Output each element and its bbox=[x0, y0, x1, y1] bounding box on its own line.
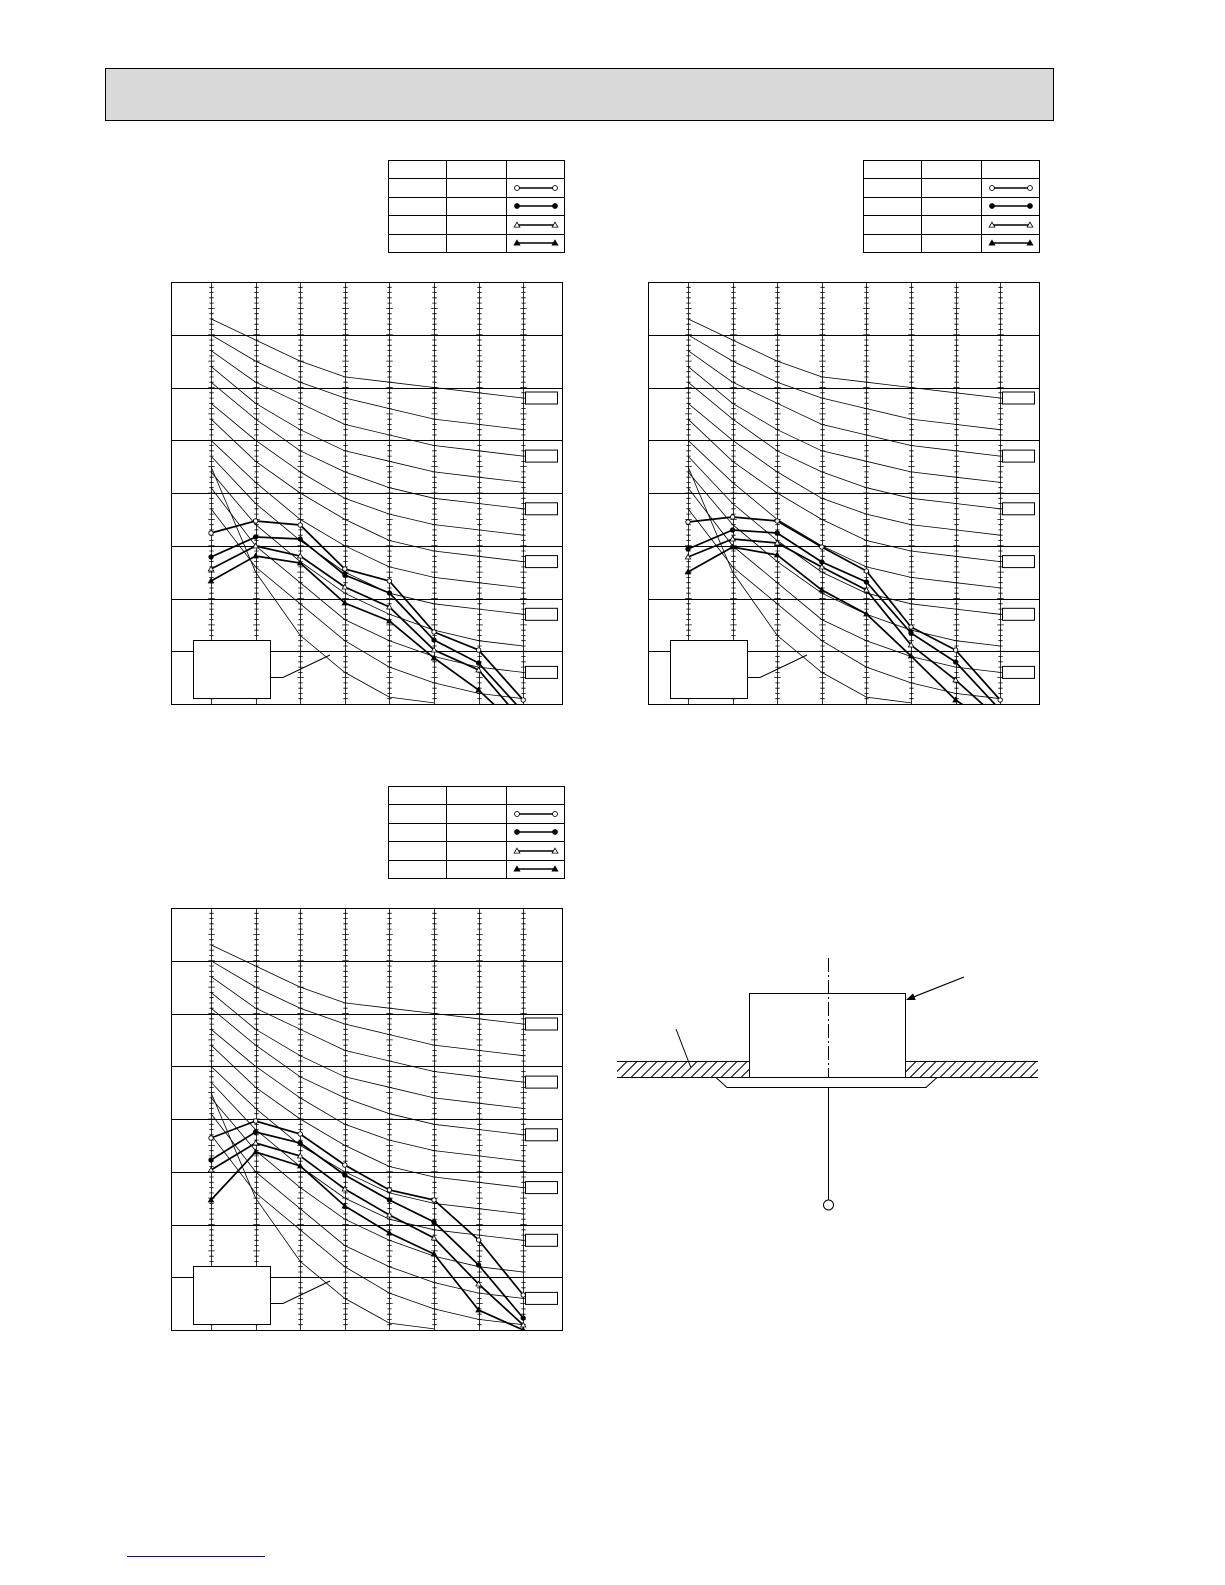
filled-circle-marker bbox=[686, 547, 690, 551]
filled-circle-line-icon bbox=[508, 824, 564, 840]
curve-label-box bbox=[526, 666, 558, 678]
legend-symbol-cell bbox=[982, 197, 1040, 215]
filled-circle-marker bbox=[820, 560, 824, 564]
filled-circle-marker bbox=[476, 661, 480, 665]
open-circle-marker bbox=[253, 519, 257, 523]
legend-row bbox=[389, 179, 565, 197]
filled-circle-marker bbox=[864, 580, 868, 584]
legend-cell bbox=[864, 234, 922, 252]
legend-cell bbox=[389, 805, 447, 823]
legend-row bbox=[389, 805, 565, 823]
legend-row bbox=[864, 197, 1040, 215]
legend-cell bbox=[447, 234, 507, 252]
open-circle-marker bbox=[476, 648, 480, 652]
curve-label-box bbox=[1003, 608, 1035, 620]
filled-circle-marker bbox=[514, 204, 519, 209]
arrow-icon bbox=[906, 993, 916, 1000]
legend-row bbox=[389, 842, 565, 860]
filled-circle-marker bbox=[387, 1198, 391, 1202]
open-circle-marker bbox=[209, 1136, 213, 1140]
reference-curve bbox=[211, 945, 523, 1024]
curve-label-box bbox=[526, 392, 558, 404]
measurement-setup-diagram bbox=[600, 950, 1050, 1220]
open-circle-line-icon bbox=[508, 180, 564, 196]
curve-label-box bbox=[526, 503, 558, 515]
filled-circle-marker bbox=[909, 631, 913, 635]
open-circle-marker bbox=[552, 186, 557, 191]
filled-circle-line-icon bbox=[983, 198, 1039, 214]
legend-cell bbox=[389, 197, 447, 215]
open-circle-marker bbox=[209, 531, 213, 535]
reference-curve bbox=[688, 319, 1000, 398]
legend-header-row bbox=[864, 161, 1040, 179]
note-box bbox=[194, 641, 271, 699]
curve-label-box bbox=[526, 608, 558, 620]
open-triangle-line-icon bbox=[508, 217, 564, 233]
open-circle-marker bbox=[864, 569, 868, 573]
filled-triangle-line-icon bbox=[508, 235, 564, 251]
curve-label-box bbox=[526, 1292, 558, 1304]
legend-cell bbox=[389, 787, 447, 805]
curve-label-box bbox=[526, 1129, 558, 1141]
section-header-bar bbox=[105, 68, 1054, 121]
open-circle-marker bbox=[909, 625, 913, 629]
legend-symbol-cell bbox=[507, 234, 565, 252]
filled-triangle-line-icon bbox=[508, 861, 564, 877]
legend-cell bbox=[389, 842, 447, 860]
legend-cell bbox=[447, 197, 507, 215]
footer-link[interactable] bbox=[127, 1556, 265, 1557]
legend-symbol-cell bbox=[507, 860, 565, 878]
legend-row bbox=[389, 823, 565, 841]
legend-row bbox=[864, 234, 1040, 252]
open-circle-marker bbox=[432, 1198, 436, 1202]
legend-row bbox=[389, 216, 565, 234]
noise-criterion-chart bbox=[171, 908, 565, 1334]
legend-header-row bbox=[389, 161, 565, 179]
legend-cell bbox=[389, 216, 447, 234]
legend-grid bbox=[863, 160, 1040, 253]
ceiling-hatch-right bbox=[890, 1062, 1046, 1078]
filled-circle-marker bbox=[552, 204, 557, 209]
open-circle-marker bbox=[552, 812, 557, 817]
legend-cell bbox=[447, 805, 507, 823]
open-circle-marker bbox=[686, 520, 690, 524]
open-circle-marker bbox=[730, 515, 734, 519]
legend-row bbox=[389, 234, 565, 252]
filled-circle-marker bbox=[298, 1141, 302, 1145]
indoor-unit bbox=[750, 994, 906, 1078]
open-circle-marker bbox=[253, 1119, 257, 1123]
legend-cell bbox=[447, 823, 507, 841]
curve-label-box bbox=[526, 1018, 558, 1030]
legend-row bbox=[389, 197, 565, 215]
reference-curve bbox=[211, 1029, 523, 1161]
open-circle-marker bbox=[998, 698, 1002, 702]
legend-row bbox=[864, 179, 1040, 197]
noise-criterion-chart bbox=[648, 282, 1042, 708]
filled-circle-marker bbox=[1027, 204, 1032, 209]
open-circle-marker bbox=[343, 1163, 347, 1167]
legend-cell bbox=[447, 216, 507, 234]
open-circle-marker bbox=[514, 186, 519, 191]
filled-circle-marker bbox=[253, 1130, 257, 1134]
open-circle-line-icon bbox=[983, 180, 1039, 196]
open-circle-marker bbox=[989, 186, 994, 191]
filled-circle-marker bbox=[730, 528, 734, 532]
legend-table bbox=[388, 160, 564, 253]
open-circle-marker bbox=[298, 523, 302, 527]
legend-row bbox=[389, 860, 565, 878]
legend-symbol-cell bbox=[507, 805, 565, 823]
curve-label-box bbox=[526, 1234, 558, 1246]
legend-cell bbox=[864, 161, 922, 179]
filled-circle-marker bbox=[476, 1263, 480, 1267]
filled-circle-marker bbox=[253, 535, 257, 539]
curve-label-box bbox=[526, 1076, 558, 1088]
legend-symbol-cell bbox=[507, 197, 565, 215]
open-circle-marker bbox=[387, 579, 391, 583]
legend-symbol-cell bbox=[982, 234, 1040, 252]
reference-curve bbox=[688, 403, 1000, 535]
note-box bbox=[194, 1267, 271, 1325]
legend-cell bbox=[922, 216, 982, 234]
legend-cell bbox=[447, 161, 507, 179]
legend-grid bbox=[388, 786, 565, 879]
filled-circle-marker bbox=[209, 555, 213, 559]
legend-cell bbox=[982, 161, 1040, 179]
legend-symbol-cell bbox=[507, 216, 565, 234]
open-circle-marker bbox=[476, 1238, 480, 1242]
legend-table bbox=[863, 160, 1039, 253]
filled-circle-marker bbox=[432, 638, 436, 642]
open-circle-line-icon bbox=[508, 806, 564, 822]
curve-label-box bbox=[1003, 392, 1035, 404]
curve-label-box bbox=[1003, 666, 1035, 678]
filled-triangle-line-icon bbox=[983, 235, 1039, 251]
open-triangle-line-icon bbox=[983, 217, 1039, 233]
open-circle-marker bbox=[432, 630, 436, 634]
curve-label-box bbox=[526, 1182, 558, 1194]
curve-label-box bbox=[1003, 556, 1035, 568]
filled-circle-marker bbox=[343, 573, 347, 577]
legend-cell bbox=[389, 823, 447, 841]
open-circle-marker bbox=[820, 545, 824, 549]
legend-cell bbox=[864, 216, 922, 234]
reference-curve bbox=[211, 403, 523, 535]
legend-cell bbox=[922, 197, 982, 215]
filled-circle-marker bbox=[953, 660, 957, 664]
unit-pointer-line bbox=[912, 977, 964, 998]
open-circle-marker bbox=[298, 1132, 302, 1136]
legend-cell bbox=[922, 161, 982, 179]
curve-label-box bbox=[526, 450, 558, 462]
legend-row bbox=[864, 216, 1040, 234]
ceiling-hatch-left bbox=[601, 1062, 757, 1078]
open-circle-marker bbox=[953, 648, 957, 652]
legend-grid bbox=[388, 160, 565, 253]
legend-symbol-cell bbox=[982, 216, 1040, 234]
open-circle-marker bbox=[521, 1293, 525, 1297]
open-circle-marker bbox=[521, 698, 525, 702]
legend-cell bbox=[447, 842, 507, 860]
grille-panel bbox=[716, 1078, 937, 1088]
legend-cell bbox=[507, 161, 565, 179]
legend-cell bbox=[389, 234, 447, 252]
legend-cell bbox=[922, 234, 982, 252]
legend-cell bbox=[389, 179, 447, 197]
filled-circle-line-icon bbox=[508, 198, 564, 214]
noise-criterion-chart bbox=[171, 282, 565, 708]
reference-curve bbox=[211, 319, 523, 398]
legend-symbol-cell bbox=[507, 823, 565, 841]
filled-circle-marker bbox=[989, 204, 994, 209]
filled-circle-marker bbox=[387, 591, 391, 595]
curve-label-box bbox=[1003, 450, 1035, 462]
open-triangle-line-icon bbox=[508, 843, 564, 859]
filled-circle-marker bbox=[209, 1158, 213, 1162]
filled-circle-marker bbox=[552, 830, 557, 835]
open-circle-marker bbox=[343, 567, 347, 571]
legend-cell bbox=[507, 787, 565, 805]
legend-header-row bbox=[389, 787, 565, 805]
legend-symbol-cell bbox=[507, 842, 565, 860]
legend-cell bbox=[389, 860, 447, 878]
curve-label-box bbox=[526, 556, 558, 568]
legend-cell bbox=[447, 179, 507, 197]
legend-cell bbox=[447, 787, 507, 805]
curve-label-box bbox=[1003, 503, 1035, 515]
filled-circle-marker bbox=[775, 531, 779, 535]
legend-table bbox=[388, 786, 564, 879]
open-circle-marker bbox=[387, 1188, 391, 1192]
filled-circle-marker bbox=[432, 1220, 436, 1224]
filled-circle-marker bbox=[298, 537, 302, 541]
microphone-icon bbox=[824, 1200, 834, 1210]
legend-cell bbox=[447, 860, 507, 878]
open-circle-marker bbox=[775, 519, 779, 523]
legend-symbol-cell bbox=[982, 179, 1040, 197]
open-circle-marker bbox=[1027, 186, 1032, 191]
legend-cell bbox=[922, 179, 982, 197]
filled-circle-marker bbox=[521, 1316, 525, 1320]
legend-symbol-cell bbox=[507, 179, 565, 197]
ceiling-pointer-line bbox=[676, 1029, 691, 1068]
filled-circle-marker bbox=[343, 1173, 347, 1177]
legend-cell bbox=[864, 179, 922, 197]
filled-circle-marker bbox=[514, 830, 519, 835]
legend-cell bbox=[389, 161, 447, 179]
note-box bbox=[671, 641, 748, 699]
open-circle-marker bbox=[514, 812, 519, 817]
legend-cell bbox=[864, 197, 922, 215]
